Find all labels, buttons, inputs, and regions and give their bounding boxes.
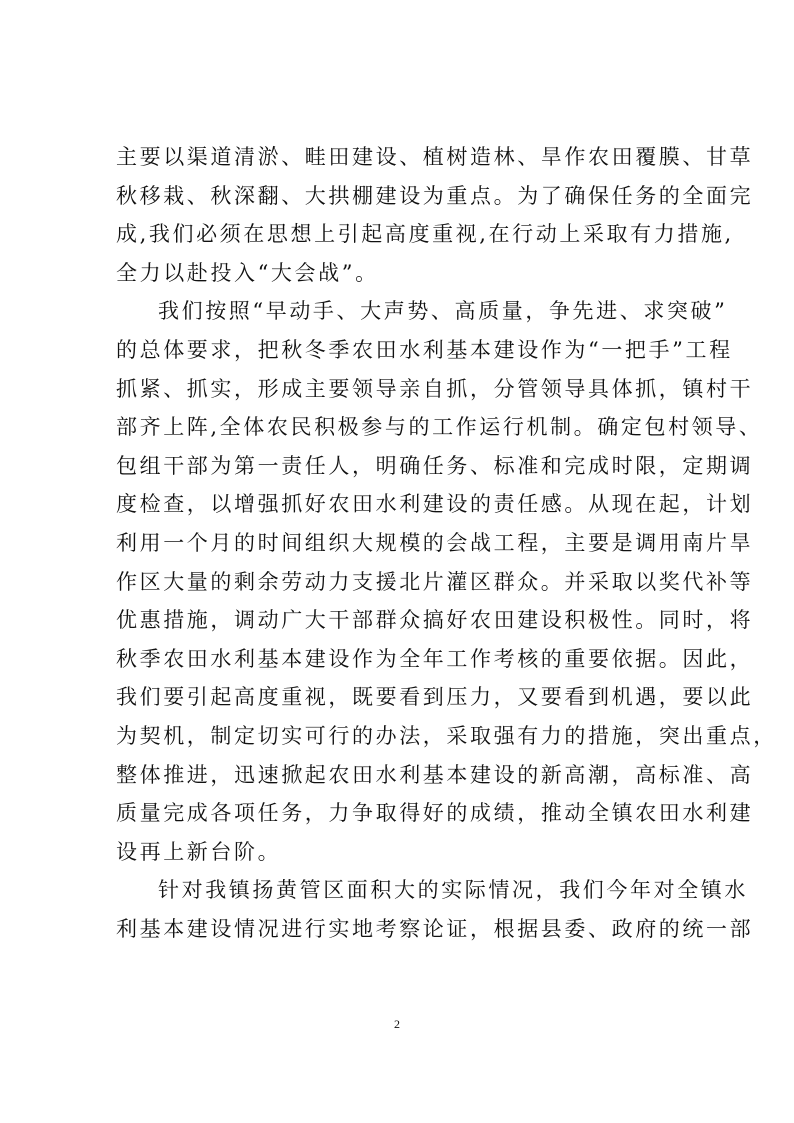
text-line: 秋季农田水利基本建设作为全年工作考核的重要依据。因此， bbox=[116, 646, 754, 671]
text-line: 包组干部为第一责任人，明确任务、标准和完成时限，定期调 bbox=[116, 453, 754, 478]
text-line: 抓紧、抓实，形成主要领导亲自抓，分管领导具体抓，镇村干 bbox=[116, 376, 754, 401]
text-line: 主要以渠道清淤、畦田建设、植树造林、旱作农田覆膜、甘草 bbox=[116, 145, 754, 169]
text-line: 利基本建设情况进行实地考察论证，根据县委、政府的统一部 bbox=[116, 916, 754, 941]
text-line: 全力以赴投入“大会战”。 bbox=[116, 260, 379, 285]
text-line: 部齐上阵,全体农民积极参与的工作运行机制。确定包村领导、 bbox=[116, 415, 763, 440]
text-line: 为契机，制定切实可行的办法，采取强有力的措施，突出重点， bbox=[116, 723, 777, 748]
text-line: 质量完成各项任务，力争取得好的成绩，推动全镇农田水利建 bbox=[116, 801, 754, 826]
paragraph-1 bbox=[116, 138, 754, 292]
body-text bbox=[116, 138, 777, 948]
text-line: 针对我镇扬黄管区面积大的实际情况，我们今年对全镇水 bbox=[158, 878, 748, 903]
text-line: 的总体要求，把秋冬季农田水利基本建设作为“一把手”工程 bbox=[116, 337, 733, 362]
text-line: 我们按照“早动手、大声势、高质量，争先进、求突破” bbox=[158, 299, 728, 324]
paragraph-2 bbox=[116, 292, 777, 871]
text-line: 秋移栽、秋深翻、大拱棚建设为重点。为了确保任务的全面完 bbox=[116, 183, 754, 208]
text-line: 度检查，以增强抓好农田水利建设的责任感。从现在起，计划 bbox=[116, 492, 754, 517]
text-line: 作区大量的剩余劳动力支援北片灌区群众。并采取以奖代补等 bbox=[116, 569, 754, 594]
page-number: 2 bbox=[394, 1017, 400, 1031]
text-line: 优惠措施，调动广大干部群众搞好农田建设积极性。同时，将 bbox=[116, 608, 754, 633]
text-line: 设再上新台阶。 bbox=[116, 839, 282, 864]
text-line: 利用一个月的时间组织大规模的会战工程，主要是调用南片旱 bbox=[116, 530, 754, 555]
text-line: 我们要引起高度重视，既要看到压力，又要看到机遇，要以此 bbox=[116, 685, 754, 710]
paragraph-3 bbox=[116, 871, 754, 948]
text-line: 成,我们必须在思想上引起高度重视,在行动上采取有力措施, bbox=[116, 222, 734, 247]
text-line: 整体推进，迅速掀起农田水利基本建设的新高潮，高标准、高 bbox=[116, 762, 754, 787]
